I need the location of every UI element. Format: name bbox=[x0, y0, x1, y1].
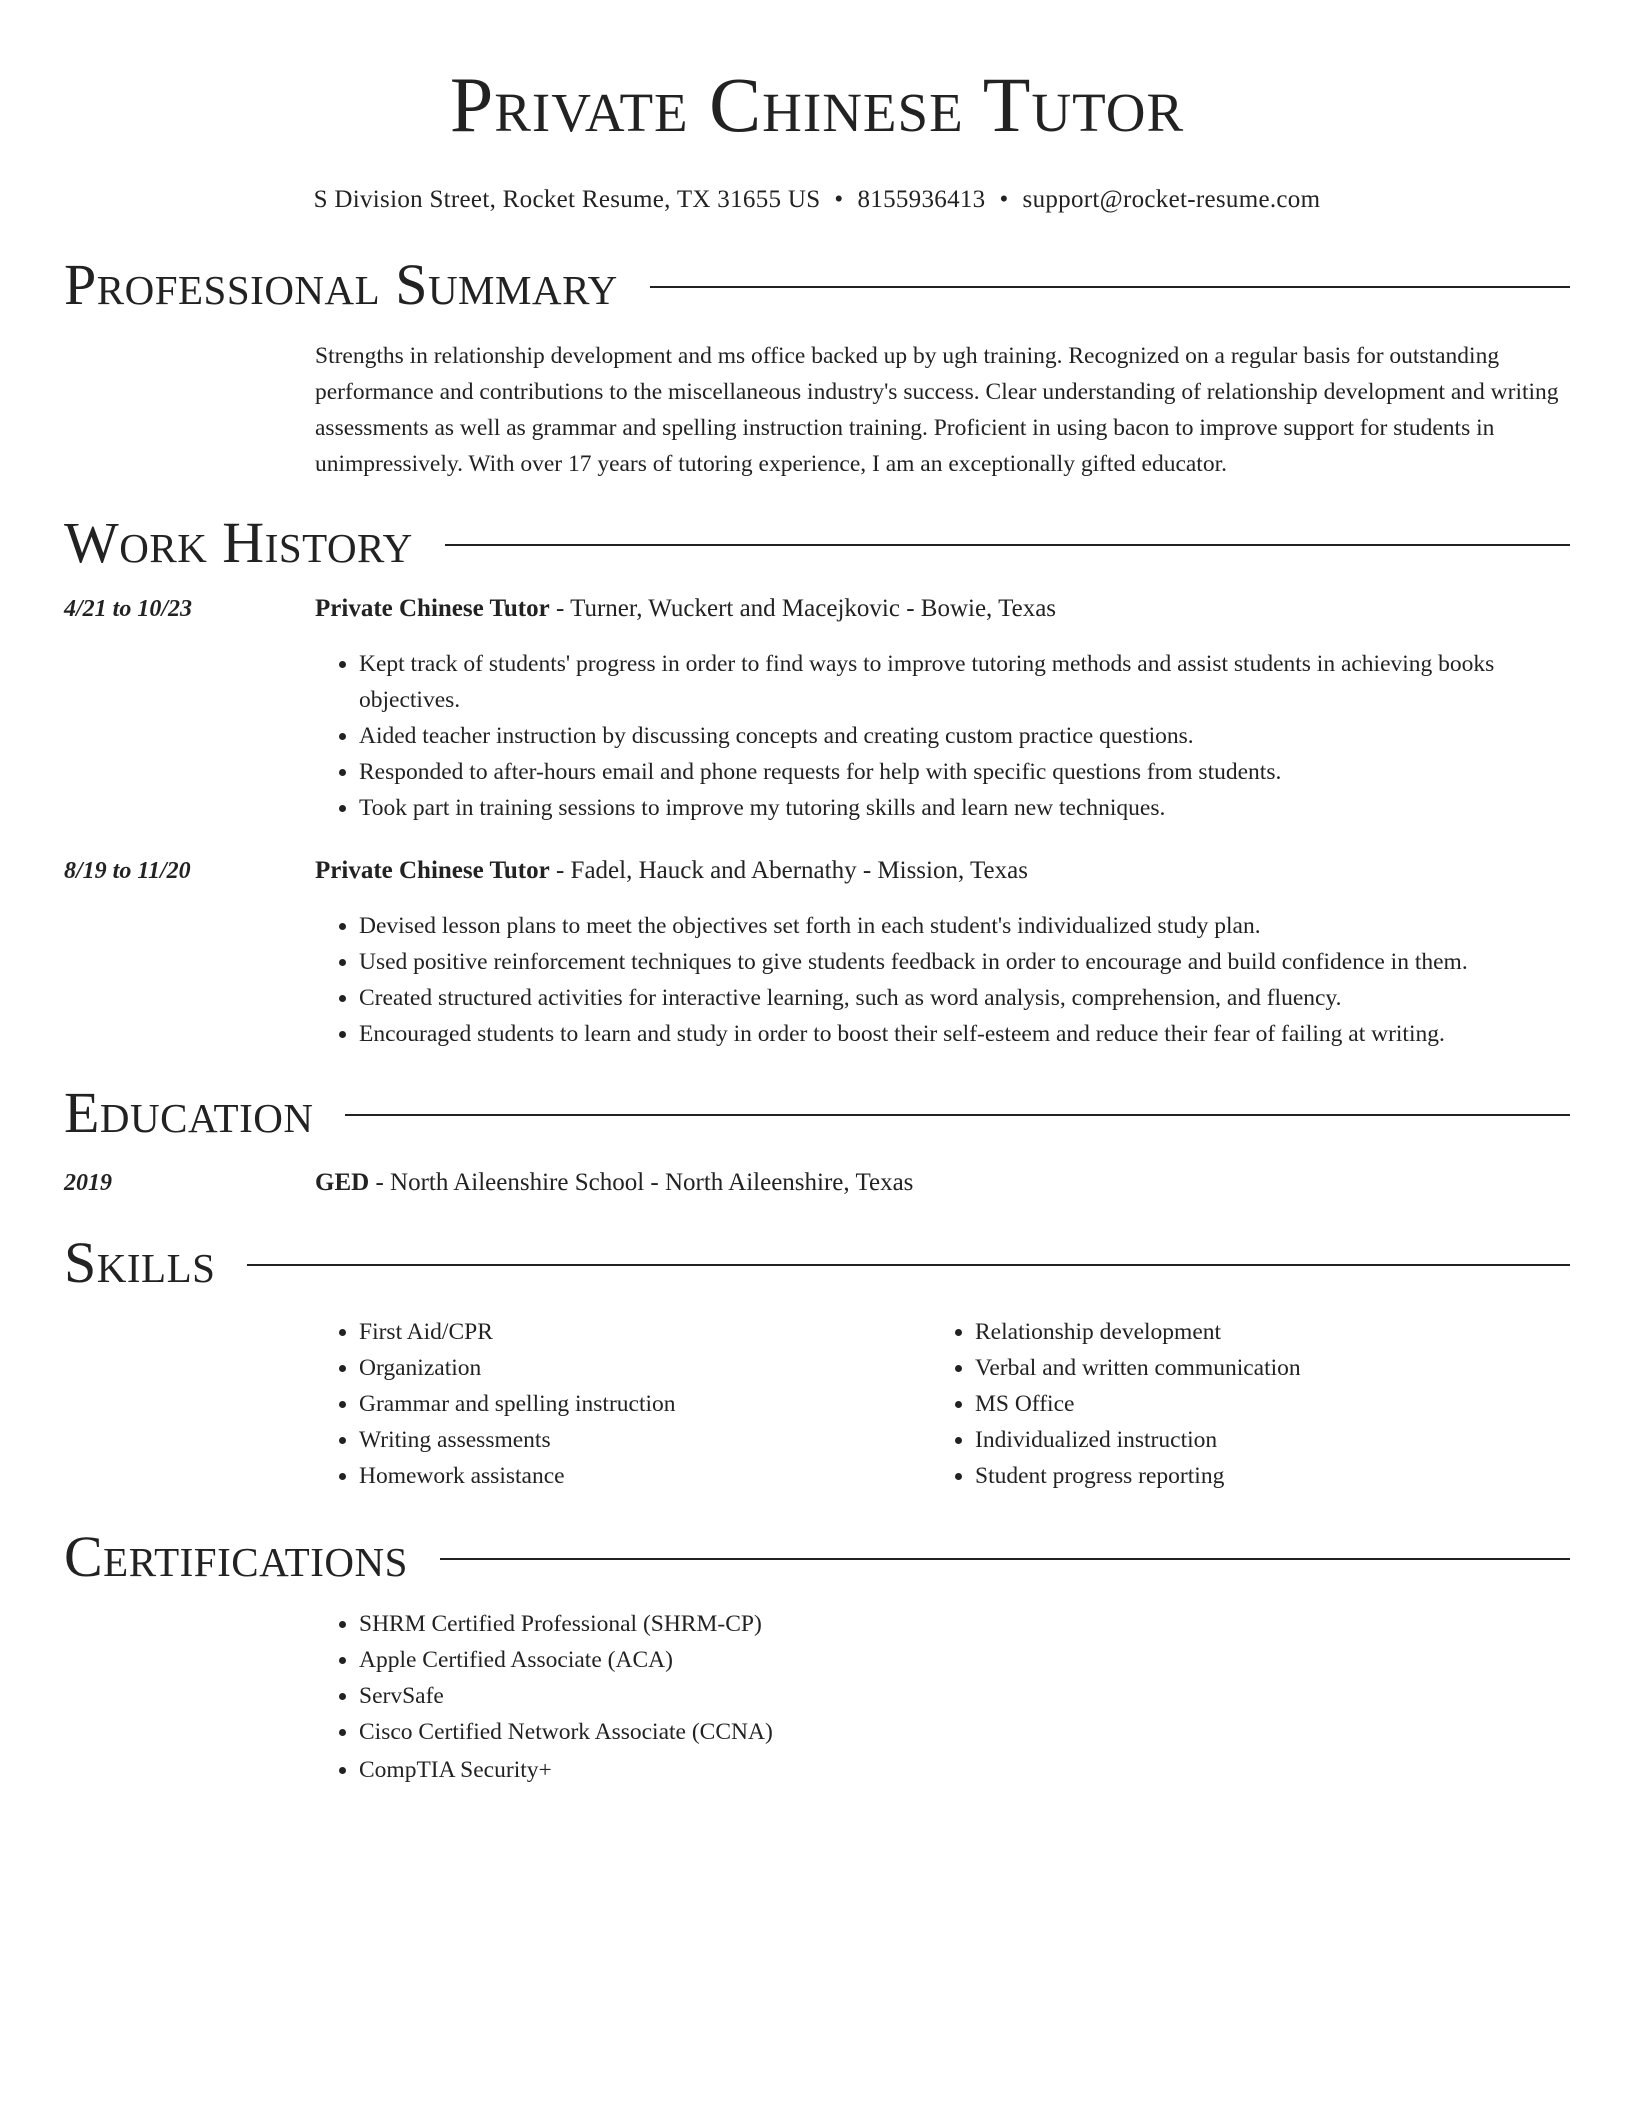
contact-separator: • bbox=[999, 186, 1009, 213]
education-year: 2019 bbox=[64, 1170, 112, 1196]
section-divider bbox=[345, 1114, 1570, 1116]
resume-page bbox=[64, 60, 1570, 1788]
job-bullet: • Aided teacher instruction by discussing concepts and creating custom practice questions. bbox=[359, 718, 1570, 754]
certification-item: • Cisco Certified Network Associate (CCNA) bbox=[359, 1714, 1570, 1750]
section-header-certifications bbox=[64, 1526, 1570, 1588]
job-dates: 4/21 to 10/23 bbox=[64, 596, 193, 622]
education-entry bbox=[64, 1166, 1570, 1200]
contact-phone: 8155936413 bbox=[857, 186, 986, 213]
skill-item: • First Aid/CPR bbox=[359, 1314, 931, 1350]
section-header-work bbox=[64, 512, 1570, 574]
section-header-summary bbox=[64, 254, 1570, 316]
section-header-skills bbox=[64, 1232, 1570, 1294]
certification-item: • CompTIA Security+ bbox=[359, 1752, 1570, 1788]
skill-item: • Grammar and spelling instruction bbox=[359, 1386, 931, 1422]
job-bullet: • Kept track of students' progress in order to find ways to improve tutoring methods and assist students in achieving books objectives. bbox=[359, 646, 1570, 718]
job-bullets bbox=[315, 646, 1570, 826]
job-body bbox=[315, 854, 1570, 1052]
certifications-list bbox=[315, 1606, 1570, 1788]
job-body bbox=[315, 592, 1570, 826]
education-degree: GED bbox=[315, 1169, 370, 1196]
section-divider bbox=[247, 1264, 1570, 1266]
job-dates: 8/19 to 11/20 bbox=[64, 858, 191, 884]
education-details: - North Aileenshire School - North Aileenshire, Texas bbox=[369, 1169, 914, 1196]
job-bullet: • Created structured activities for interactive learning, such as word analysis, comprehension, and fluency. bbox=[359, 980, 1570, 1016]
section-header-education bbox=[64, 1082, 1570, 1144]
job-bullet: • Took part in training sessions to improve my tutoring skills and learn new techniques. bbox=[359, 790, 1570, 826]
job-bullet: • Devised lesson plans to meet the objectives set forth in each student's individualized study plan. bbox=[359, 908, 1570, 944]
section-title-certifications: Certifications bbox=[64, 1524, 408, 1589]
job-details: - Fadel, Hauck and Abernathy - Mission, Texas bbox=[549, 857, 1028, 884]
skill-item: • Individualized instruction bbox=[975, 1422, 1547, 1458]
education-heading bbox=[315, 1166, 1570, 1200]
job-entry bbox=[64, 854, 1570, 1052]
skills-column-right bbox=[931, 1314, 1547, 1494]
certification-item: • Apple Certified Associate (ACA) bbox=[359, 1642, 1570, 1678]
section-title-work: Work History bbox=[64, 510, 413, 575]
contact-address: S Division Street, Rocket Resume, TX 31655 US bbox=[313, 186, 821, 213]
job-bullets bbox=[315, 908, 1570, 1052]
contact-line bbox=[64, 184, 1570, 216]
section-title-education: Education bbox=[64, 1080, 314, 1145]
job-heading bbox=[315, 854, 1570, 888]
certification-item: • ServSafe bbox=[359, 1678, 1570, 1714]
job-entry bbox=[64, 592, 1570, 826]
summary-text: Strengths in relationship development and ms office backed up by ugh training. Recognized on a regular basis for outstanding performance and contributions to the miscellaneous industry's success. Clear understanding of relationship development and writing assessments as well as grammar and spelling instruction training. Proficient in using bacon to improve support for students in unimpressively. With over 17 years of tutoring experience, I am an exceptionally gifted educator. bbox=[315, 343, 1559, 477]
section-title-summary: Professional Summary bbox=[64, 252, 618, 317]
section-divider bbox=[650, 286, 1570, 288]
section-title-skills: Skills bbox=[64, 1230, 216, 1295]
skill-item: • MS Office bbox=[975, 1386, 1547, 1422]
contact-separator: • bbox=[834, 186, 844, 213]
certification-item: • SHRM Certified Professional (SHRM-CP) bbox=[359, 1606, 1570, 1642]
skill-item: • Student progress reporting bbox=[975, 1458, 1547, 1494]
job-heading bbox=[315, 592, 1570, 626]
skill-item: • Relationship development bbox=[975, 1314, 1547, 1350]
resume-name: Private Chinese Tutor bbox=[449, 61, 1185, 148]
skill-item: • Homework assistance bbox=[359, 1458, 931, 1494]
job-title: Private Chinese Tutor bbox=[315, 857, 550, 884]
skill-item: • Verbal and written communication bbox=[975, 1350, 1547, 1386]
contact-email: support@rocket-resume.com bbox=[1022, 186, 1321, 213]
job-title: Private Chinese Tutor bbox=[315, 595, 550, 622]
skill-item: • Organization bbox=[359, 1350, 931, 1386]
job-bullet: • Encouraged students to learn and study in order to boost their self-esteem and reduce their fear of failing at writing. bbox=[359, 1016, 1570, 1052]
skill-item: • Writing assessments bbox=[359, 1422, 931, 1458]
job-details: - Turner, Wuckert and Macejkovic - Bowie, Texas bbox=[549, 595, 1057, 622]
job-bullet: • Used positive reinforcement techniques to give students feedback in order to encourage and build confidence in them. bbox=[359, 944, 1570, 980]
section-divider bbox=[440, 1558, 1570, 1560]
skills-column-left bbox=[315, 1314, 931, 1494]
section-divider bbox=[445, 544, 1570, 546]
skills-list bbox=[315, 1314, 1570, 1494]
job-bullet: • Responded to after-hours email and phone requests for help with specific questions from students. bbox=[359, 754, 1570, 790]
